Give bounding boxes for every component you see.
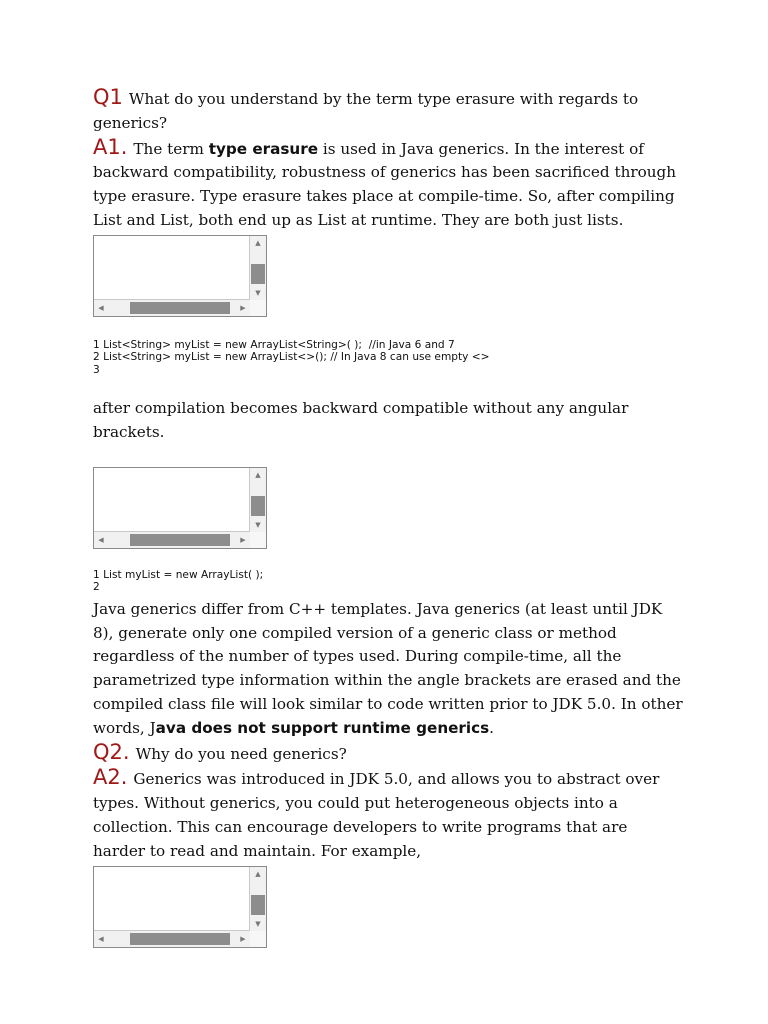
vertical-scroll-thumb[interactable] <box>251 496 265 516</box>
scroll-down-icon[interactable]: ▼ <box>255 919 261 928</box>
horizontal-scroll-thumb[interactable] <box>130 534 230 546</box>
vertical-scrollbar[interactable] <box>249 236 266 300</box>
horizontal-scrollbar[interactable] <box>94 531 250 548</box>
scroll-left-icon[interactable]: ◀ <box>98 303 104 312</box>
q1-paragraph <box>93 86 683 136</box>
scroll-left-icon[interactable]: ◀ <box>98 934 104 943</box>
a1-paragraph <box>93 136 683 233</box>
a2-text: Generics was introduced in JDK 5.0, and allows you to abstract over types. Without generics, you could put heterogeneous objects into a collection. This can encourage developers to write programs that are harder to read and maintain. For example, <box>93 770 660 860</box>
scroll-right-icon[interactable]: ▶ <box>240 934 246 943</box>
a2-label: A2. <box>93 765 128 790</box>
scroll-right-icon[interactable]: ▶ <box>240 303 246 312</box>
generics-text-pre: Java generics differ from C++ templates. Java generics (at least until JDK 8), generate only one compiled version of a generic class or method regardless of the number of types used. During compile-time, all the parametrized type information within the angle brackets are erased and the compiled class file will look similar to code written prior to JDK 5.0. In other words, J <box>93 599 683 737</box>
scroll-corner <box>250 532 266 548</box>
code-line: 2 List<String> myList = new ArrayList<>(); // In Java 8 can use empty <> <box>93 351 490 364</box>
code-line: 2 <box>93 581 100 594</box>
code-line: 1 List myList = new ArrayList( ); <box>93 568 264 581</box>
vertical-scroll-thumb[interactable] <box>251 264 265 284</box>
code-frame-3[interactable] <box>93 866 267 948</box>
q1-label: Q1 <box>93 85 123 109</box>
scroll-left-icon[interactable]: ◀ <box>98 535 104 544</box>
after-compilation-paragraph: after compilation becomes backward compatible without any angular brackets. <box>93 399 629 442</box>
q2-paragraph <box>93 741 683 767</box>
a2-paragraph <box>93 766 683 863</box>
scroll-right-icon[interactable]: ▶ <box>240 535 246 544</box>
generics-differ-paragraph <box>93 598 683 741</box>
vertical-scroll-thumb[interactable] <box>251 895 265 915</box>
generics-bold-text: ava does not support runtime generics <box>155 718 490 737</box>
scroll-up-icon[interactable]: ▲ <box>255 869 261 878</box>
horizontal-scroll-thumb[interactable] <box>130 302 230 314</box>
code-line: 3 <box>93 363 100 376</box>
q2-label: Q2. <box>93 739 130 764</box>
scroll-down-icon[interactable]: ▼ <box>255 520 261 529</box>
horizontal-scroll-thumb[interactable] <box>130 933 230 945</box>
a1-text-pre: The term <box>133 139 209 158</box>
scroll-corner <box>250 931 266 947</box>
code-block-1 <box>93 339 683 377</box>
generics-text-post: . <box>489 718 494 737</box>
vertical-scrollbar[interactable] <box>249 468 266 532</box>
document-page <box>93 86 683 948</box>
horizontal-scrollbar[interactable] <box>94 930 250 947</box>
q2-text: Why do you need generics? <box>135 744 347 763</box>
q1-text: What do you understand by the term type erasure with regards to generics? <box>93 90 639 132</box>
code-frame-2[interactable] <box>93 467 267 549</box>
a1-label: A1. <box>93 134 128 159</box>
scroll-down-icon[interactable]: ▼ <box>255 288 261 297</box>
scroll-corner <box>250 300 266 316</box>
scroll-up-icon[interactable]: ▲ <box>255 238 261 247</box>
scroll-up-icon[interactable]: ▲ <box>255 470 261 479</box>
code-line: 1 List<String> myList = new ArrayList<String>( ); //in Java 6 and 7 <box>93 338 455 351</box>
a1-text-post: is used in Java generics. In the interest of backward compatibility, robustness of generics has been sacrificed through type erasure. Type erasure takes place at compile-time. So, after compiling List and List, both end up as List at runtime. They are both just lists. <box>93 139 677 229</box>
a1-bold-term: type erasure <box>208 139 319 158</box>
vertical-scrollbar[interactable] <box>249 867 266 931</box>
horizontal-scrollbar[interactable] <box>94 299 250 316</box>
code-block-2 <box>93 569 683 594</box>
code-frame-1[interactable] <box>93 235 267 317</box>
